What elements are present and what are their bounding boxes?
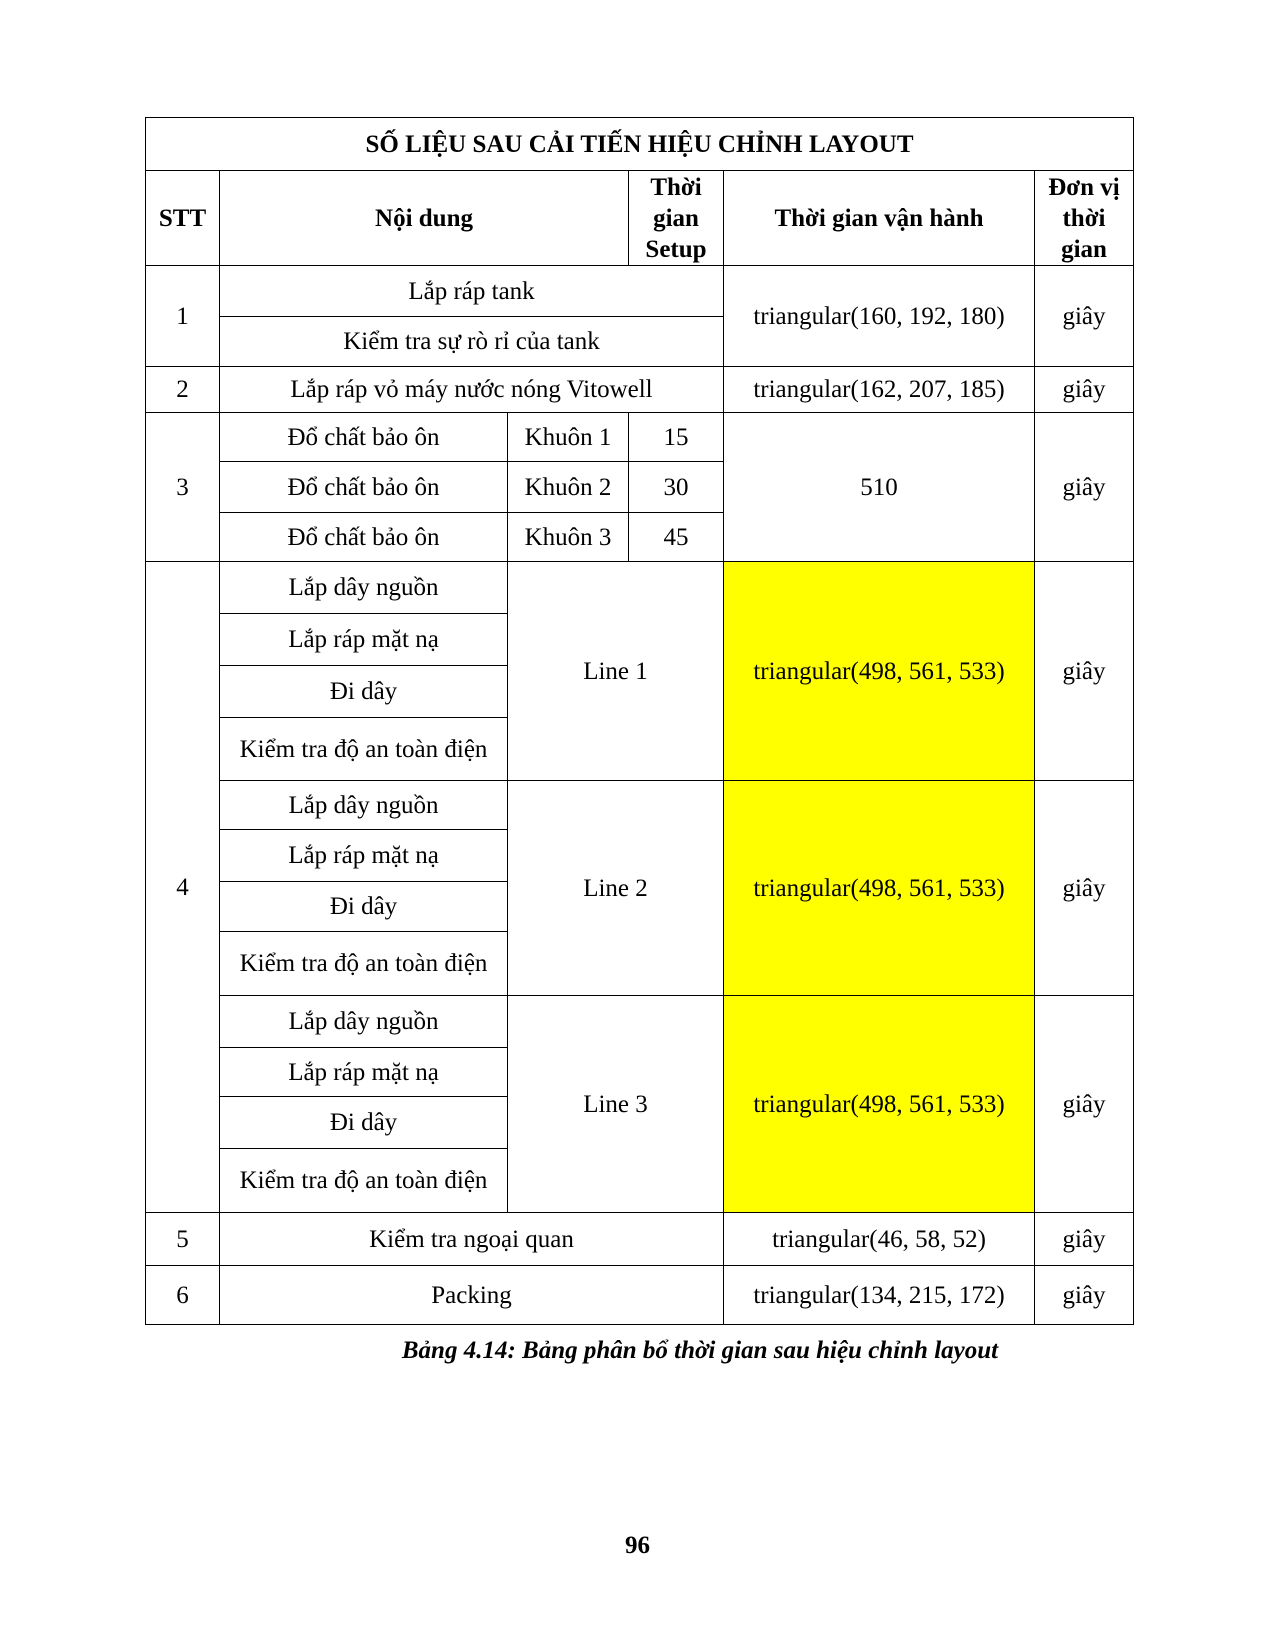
unit-cell: giây (1035, 562, 1134, 781)
stt-cell: 3 (146, 413, 220, 562)
task-cell: Lắp dây nguồn (220, 562, 508, 614)
unit-cell: giây (1035, 781, 1134, 996)
line-name-cell: Line 2 (508, 781, 724, 996)
mold-cell: Khuôn 2 (508, 462, 629, 513)
task-cell: Lắp ráp mặt nạ (220, 614, 508, 666)
unit-cell: giây (1035, 266, 1134, 367)
unit-cell: giây (1035, 1266, 1134, 1325)
time-allocation-table (145, 117, 1134, 1325)
task-cell: Đi dây (220, 882, 508, 932)
table-title: SỐ LIỆU SAU CẢI TIẾN HIỆU CHỈNH LAYOUT (146, 118, 1134, 171)
content-cell: Kiểm tra sự rò rỉ của tank (220, 317, 724, 367)
content-cell: Đổ chất bảo ôn (220, 462, 508, 513)
task-cell: Lắp dây nguồn (220, 781, 508, 830)
stt-cell: 2 (146, 367, 220, 413)
unit-cell: giây (1035, 1213, 1134, 1266)
task-cell: Đi dây (220, 666, 508, 718)
operation-time-cell: triangular(498, 561, 533) (724, 781, 1035, 996)
task-cell: Kiểm tra độ an toàn điện (220, 932, 508, 996)
unit-cell: giây (1035, 413, 1134, 562)
stt-cell: 4 (146, 562, 220, 1213)
table-row (146, 996, 1134, 1048)
operation-time-cell: triangular(498, 561, 533) (724, 562, 1035, 781)
mold-cell: Khuôn 3 (508, 513, 629, 562)
table-row (146, 413, 1134, 462)
unit-cell: giây (1035, 996, 1134, 1213)
content-cell: Lắp ráp vỏ máy nước nóng Vitowell (220, 367, 724, 413)
table-row (146, 781, 1134, 830)
content-cell: Lắp ráp tank (220, 266, 724, 317)
table-row (146, 367, 1134, 413)
header-setup-time: Thời gian Setup (629, 171, 724, 266)
header-operation-time: Thời gian vận hành (724, 171, 1035, 266)
task-cell: Đi dây (220, 1097, 508, 1149)
operation-time-cell: triangular(498, 561, 533) (724, 996, 1035, 1213)
task-cell: Kiểm tra độ an toàn điện (220, 1149, 508, 1213)
stt-cell: 6 (146, 1266, 220, 1325)
setup-time-cell: 45 (629, 513, 724, 562)
table-row (146, 562, 1134, 614)
unit-cell: giây (1035, 367, 1134, 413)
operation-time-cell: triangular(134, 215, 172) (724, 1266, 1035, 1325)
task-cell: Lắp dây nguồn (220, 996, 508, 1048)
table-row (146, 266, 1134, 317)
table-caption: Bảng 4.14: Bảng phân bổ thời gian sau hiệu chỉnh layout (401, 1337, 999, 1364)
line-name-cell: Line 3 (508, 996, 724, 1213)
content-cell: Đổ chất bảo ôn (220, 413, 508, 462)
table-row (146, 1213, 1134, 1266)
operation-time-cell: triangular(160, 192, 180) (724, 266, 1035, 367)
content-cell: Packing (220, 1266, 724, 1325)
task-cell: Lắp ráp mặt nạ (220, 1048, 508, 1097)
table-row (146, 1266, 1134, 1325)
stt-cell: 5 (146, 1213, 220, 1266)
line-name-cell: Line 1 (508, 562, 724, 781)
content-cell: Đổ chất bảo ôn (220, 513, 508, 562)
setup-time-cell: 30 (629, 462, 724, 513)
task-cell: Lắp ráp mặt nạ (220, 830, 508, 882)
content-cell: Kiểm tra ngoại quan (220, 1213, 724, 1266)
page-number: 96 (625, 1532, 650, 1559)
setup-time-cell: 15 (629, 413, 724, 462)
header-content: Nội dung (220, 171, 629, 266)
header-unit: Đơn vị thời gian (1035, 171, 1134, 266)
operation-time-cell: 510 (724, 413, 1035, 562)
operation-time-cell: triangular(46, 58, 52) (724, 1213, 1035, 1266)
task-cell: Kiểm tra độ an toàn điện (220, 718, 508, 781)
header-stt: STT (146, 171, 220, 266)
mold-cell: Khuôn 1 (508, 413, 629, 462)
operation-time-cell: triangular(162, 207, 185) (724, 367, 1035, 413)
stt-cell: 1 (146, 266, 220, 367)
